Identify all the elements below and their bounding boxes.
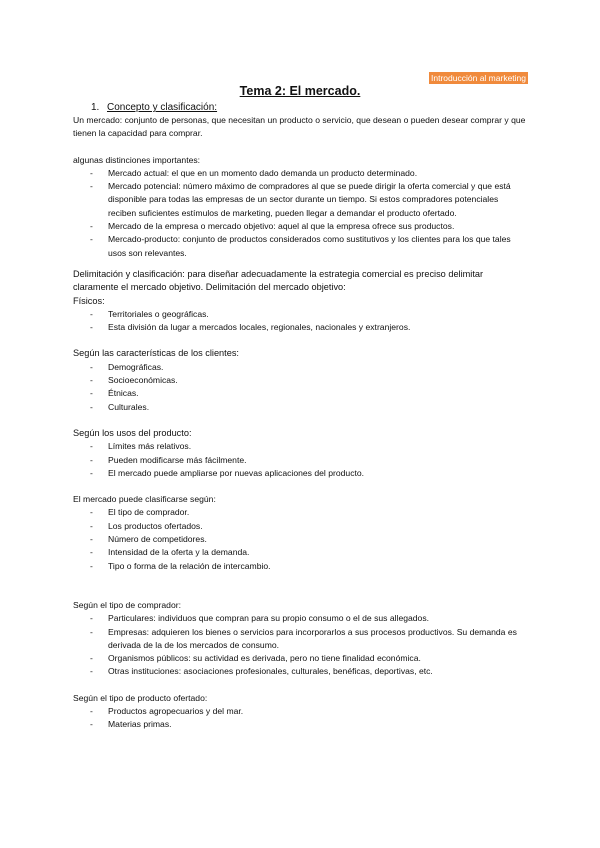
section-heading xyxy=(73,101,528,114)
intro-paragraph: Un mercado: conjunto de personas, que necesitan un producto o servicio, que desean o pueden desear comprar y que tienen la capacidad para comprar. xyxy=(73,115,526,139)
clients-heading: Según las características de los clientes: xyxy=(73,348,239,359)
list-item: - Particulares: individuos que compran para su propio consumo o el de sus allegados. xyxy=(90,613,430,624)
list-item: - Empresas: adquieren los bienes o servicios para incorporarlos a sus procesos productivos. Su demanda es derivada de la de los mercados de consumo. xyxy=(90,626,517,650)
list-item: - Mercado-producto: conjunto de productos considerados como sustitutivos y los clientes para los que tales usos son relevantes. xyxy=(90,234,511,258)
list-item: - Demográficas. xyxy=(90,361,164,372)
uses-heading: Según los usos del producto: xyxy=(73,427,192,438)
list-item: - Número de competidores. xyxy=(90,534,207,545)
list-item: - Mercado actual: el que en un momento dado demanda un producto determinado. xyxy=(90,167,418,178)
course-tag: Introducción al marketing xyxy=(431,73,526,83)
physical-heading: Físicos: xyxy=(73,295,105,306)
list-item: - Límites más relativos. xyxy=(90,441,192,452)
list-item: - Productos agropecuarios y del mar. xyxy=(90,705,244,716)
list-item: - Mercado de la empresa o mercado objetivo: aquel al que la empresa ofrece sus productos. xyxy=(90,221,455,232)
section-title: Concepto y clasificación: xyxy=(107,102,218,113)
document-body xyxy=(73,101,528,732)
classify-list xyxy=(73,506,528,572)
list-item: - Intensidad de la oferta y la demanda. xyxy=(90,547,250,558)
list-item: - Organismos públicos: su actividad es derivada, pero no tiene finalidad económica. xyxy=(90,653,421,664)
clients-list xyxy=(73,361,528,414)
list-item: - Los productos ofertados. xyxy=(90,520,203,531)
list-item: - Esta división da lugar a mercados locales, regionales, nacionales y extranjeros. xyxy=(90,322,411,333)
list-item: - Materias primas. xyxy=(90,719,172,730)
list-item: - Tipo o forma de la relación de intercambio. xyxy=(90,560,271,571)
section-number: 1. xyxy=(91,102,100,113)
list-item: - Étnicas. xyxy=(90,388,139,399)
list-item: - Pueden modificarse más fácilmente. xyxy=(90,454,247,465)
list-item: - Territoriales o geográficas. xyxy=(90,308,209,319)
list-item: - Otras instituciones: asociaciones profesionales, culturales, benéficas, deportivas, etc. xyxy=(90,666,433,677)
product-list xyxy=(73,705,528,732)
uses-list xyxy=(73,440,528,480)
list-item: - Culturales. xyxy=(90,401,150,412)
page-title: Tema 2: El mercado. xyxy=(239,84,361,98)
list-item: - Mercado potencial: número máximo de compradores al que se puede dirigir la oferta comercial y que está disponible para todas las empresas de un sector durante un tiempo. Si estos compradores potenciales reciben suficientes estímulos de marketing, pueden llegar a demandar el producto ofertado. xyxy=(90,181,511,218)
delimitation-paragraph: Delimitación y clasificación: para diseñar adecuadamente la estrategia comercial es preciso delimitar claramente el mercado objetivo. Delimitación del mercado objetivo: xyxy=(73,268,484,293)
classify-heading: El mercado puede clasificarse según: xyxy=(73,494,216,505)
list-item: - El tipo de comprador. xyxy=(90,507,190,518)
buyer-list xyxy=(73,612,528,678)
product-heading: Según el tipo de producto ofertado: xyxy=(73,692,208,703)
distinctions-list xyxy=(73,167,528,260)
buyer-heading: Según el tipo de comprador: xyxy=(73,599,181,610)
distinctions-heading: algunas distinciones importantes: xyxy=(73,154,201,165)
physical-list xyxy=(73,308,528,335)
list-item: - El mercado puede ampliarse por nuevas aplicaciones del producto. xyxy=(90,467,365,478)
list-item: - Socioeconómicas. xyxy=(90,375,178,386)
